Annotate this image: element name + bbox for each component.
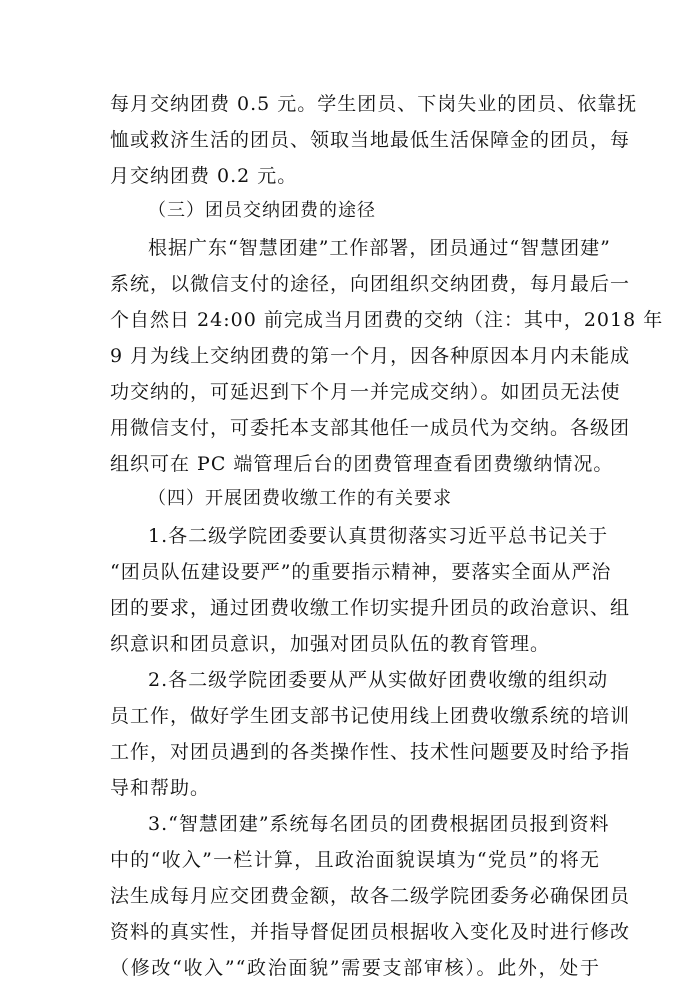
text-line-16: 织意识和团员意识，加强对团员队伍的教育管理。 (110, 633, 551, 655)
text-line-9: 功交纳的，可延迟到下个月一并完成交纳）。如团员无法使 (110, 381, 621, 403)
section-heading-4: （四）开展团费收缴工作的有关要求 (148, 488, 452, 509)
text-line-22: 中的“收入”一栏计算，且政治面貌误填为“党员”的将无 (110, 849, 600, 871)
text-line-13: 1.各二级学院团委要认真贯彻落实习近平总书记关于 (148, 525, 609, 547)
text-line-19: 工作，对团员遇到的各类操作性、技术性问题要及时给予指 (110, 741, 631, 763)
text-line-24: 资料的真实性，并指导督促团员根据收入变化及时进行修改 (110, 921, 631, 943)
text-line-8: 9 月为线上交纳团费的第一个月，因各种原因本月内未能成 (110, 345, 631, 367)
text-line-25: （修改“收入”“政治面貌”需要支部审核）。此外，处于 (110, 957, 600, 979)
text-line-7: 个自然日 24:00 前完成当月团费的交纳（注：其中，2018 年 (110, 309, 664, 331)
text-line-14: “团员队伍建设要严”的重要指示精神，要落实全面从严治 (110, 561, 612, 583)
text-line-18: 员工作，做好学生团支部书记使用线上团费收缴系统的培训 (110, 705, 631, 727)
text-line-11: 组织可在 PC 端管理后台的团费管理查看团费缴纳情况。 (110, 453, 614, 475)
text-line-10: 用微信支付，可委托本支部其他任一成员代为交纳。各级团 (110, 417, 631, 439)
text-line-15: 团的要求，通过团费收缴工作切实提升团员的政治意识、组 (110, 597, 631, 619)
section-heading-3: （三）团员交纳团费的途径 (148, 200, 376, 221)
text-line-6: 系统，以微信支付的途径，向团组织交纳团费，每月最后一 (110, 273, 631, 295)
text-line-2: 恤或救济生活的团员、领取当地最低生活保障金的团员，每 (110, 129, 631, 151)
text-line-5: 根据广东“智慧团建”工作部署，团员通过“智慧团建” (148, 237, 611, 259)
text-line-21: 3.“智慧团建”系统每名团员的团费根据团员报到资料 (148, 813, 610, 835)
text-line-17: 2.各二级学院团委要从严从实做好团费收缴的组织动 (148, 669, 609, 691)
text-line-23: 法生成每月应交团费金额，故各二级学院团委务必确保团员 (110, 885, 631, 907)
text-line-3: 月交纳团费 0.2 元。 (110, 165, 298, 187)
text-line-1: 每月交纳团费 0.5 元。学生团员、下岗失业的团员、依靠抚 (110, 93, 638, 115)
text-line-20: 导和帮助。 (110, 777, 211, 799)
